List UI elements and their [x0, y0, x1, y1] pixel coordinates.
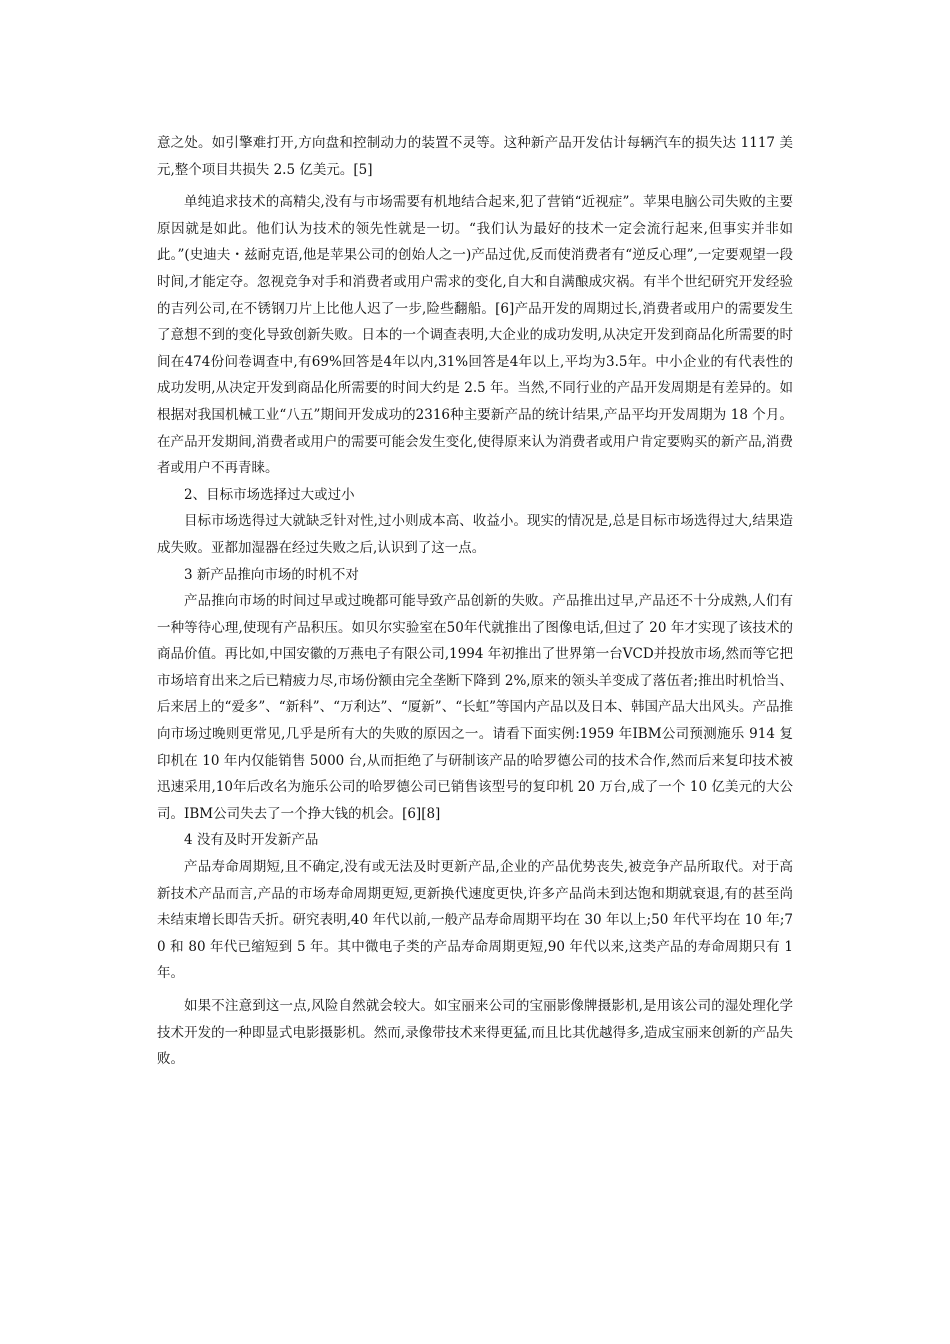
paragraph: 意之处。如引擎难打开,方向盘和控制动力的装置不灵等。这种新产品开发估计每辆汽车的损失达 1117 美元,整个项目共损失 2.5 亿美元。[5]	[157, 135, 793, 178]
article-body	[157, 130, 793, 1073]
section-heading: 3 新产品推向市场的时机不对	[184, 566, 359, 583]
section-heading: 2、目标市场选择过大或过小	[184, 486, 355, 503]
section-heading: 4 没有及时开发新产品	[184, 832, 319, 849]
paragraph: 单纯追求技术的高精尖,没有与市场需要有机地结合起来,犯了营销“近视症”。苹果电脑公司失败的主要原因就是如此。他们认为技术的领先性就是一切。“我们认为最好的技术一定会流行起来,但事实并非如此。”(史迪夫・兹耐克语,他是苹果公司的创始人之一)产品过优,反而使消费者有“逆反心理”,一定要观望一段时间,才能定夺。忽视竞争对手和消费者或用户需求的变化,自大和自满酿成灾祸。有半个世纪研究开发经验的吉列公司,在不锈钢刀片上比他人迟了一步,险些翻船。[6]产品开发的周期过长,消费者或用户的需要发生了意想不到的变化导致创新失败。日本的一个调查表明,大企业的成功发明,从决定开发到商品化所需要的时间在474份问卷调查中,有69%回答是4年以内,31%回答是4年以上,平均为3.5年。中小企业的有代表性的成功发明,从决定开发到商品化所需要的时间大约是 2.5 年。当然,不同行业的产品开发周期是有差异的。如根据对我国机械工业“八五”期间开发成功的2316种主要新产品的统计结果,产品平均开发周期为 18 个月。在产品开发期间,消费者或用户的需要可能会发生变化,使得原来认为消费者或用户肯定要购买的新产品,消费者或用户不再青睐。	[157, 194, 793, 477]
paragraph: 目标市场选得过大就缺乏针对性,过小则成本高、收益小。现实的情况是,总是目标市场选得过大,结果造成失败。亚都加湿器在经过失败之后,认识到了这一点。	[157, 513, 793, 556]
paragraph: 如果不注意到这一点,风险自然就会较大。如宝丽来公司的宝丽影像牌摄影机,是用该公司的湿处理化学技术开发的一种即显式电影摄影机。然而,录像带技术来得更猛,而且比其优越得多,造成宝丽来创新的产品失败。	[157, 998, 793, 1068]
paragraph: 产品寿命周期短,且不确定,没有或无法及时更新产品,企业的产品优势丧失,被竞争产品所取代。对于高新技术产品而言,产品的市场寿命周期更短,更新换代速度更快,许多产品尚未到达饱和期就衰退,有的甚至尚未结束增长即告夭折。研究表明,40 年代以前,一般产品寿命周期平均在 30 年以上;50 年代平均在 10 年;70 和 80 年代已缩短到 5 年。其中微电子类的产品寿命周期更短,90 年代以来,这类产品的寿命周期只有 1 年。	[157, 859, 793, 982]
paragraph: 产品推向市场的时间过早或过晚都可能导致产品创新的失败。产品推出过早,产品还不十分成熟,人们有一种等待心理,使现有产品积压。如贝尔实验室在50年代就推出了图像电话,但过了 20 年才实现了该技术的商品价值。再比如,中国安徽的万燕电子有限公司,1994 年初推出了世界第一台VCD并投放市场,然而等它把市场培育出来之后已精疲力尽,市场份额由完全垄断下降到 2%,原来的领头羊变成了落伍者;推出时机恰当、后来居上的“爱多”、“新科”、“万利达”、“厦新”、“长虹”等国内产品以及日本、韩国产品大出风头。产品推向市场过晚则更常见,几乎是所有大的失败的原因之一。请看下面实例:1959 年IBM公司预测施乐 914 复印机在 10 年内仅能销售 5000 台,从而拒绝了与研制该产品的哈罗德公司的技术合作,然而后来复印技术被迅速采用,10年后改名为施乐公司的哈罗德公司已销售该型号的复印机 20 万台,成了一个 10 亿美元的大公司。IBM公司失去了一个挣大钱的机会。[6][8]	[157, 593, 794, 822]
